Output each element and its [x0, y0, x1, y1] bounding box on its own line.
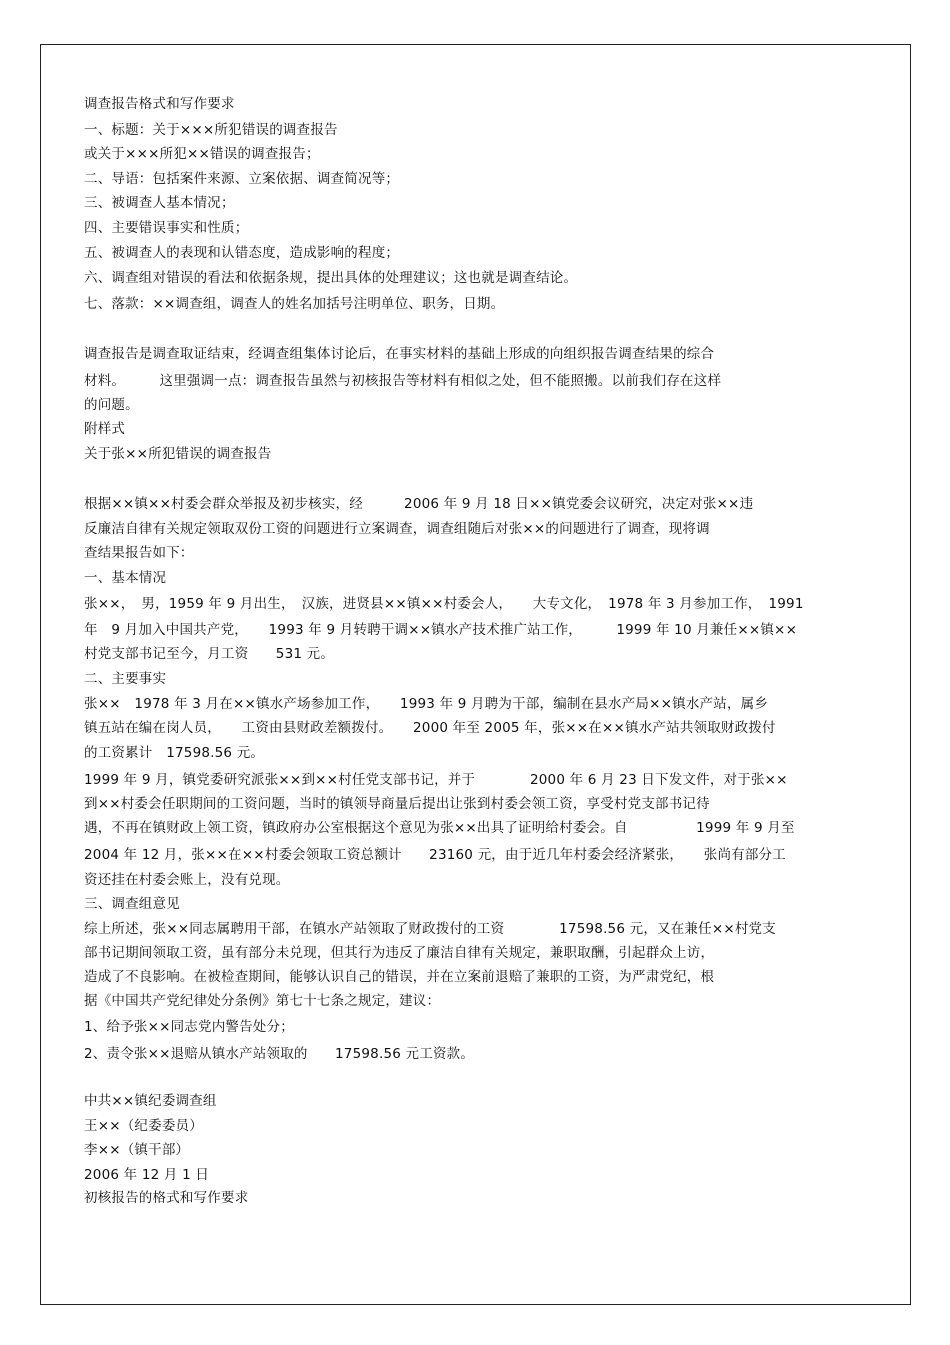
text-line: 年 9 月加入中国共产党， 1993 年 9 月转聘干调××镇水产技术推广站工作， 1999 年 10 月兼任××镇××	[84, 622, 798, 638]
text-line: 三、调查组意见	[84, 896, 180, 912]
text-line: 部书记期间领取工资，虽有部分未兑现，但其行为违反了廉洁自律有关规定，兼职取酬，引起群众上访，	[84, 945, 715, 961]
text-line: 镇五站在编在岗人员， 工资由县财政差额拨付。 2000 年至 2005 年，张××在××镇水产站共领取财政拨付	[84, 720, 776, 736]
text-line: 反廉洁自律有关规定领取双份工资的问题进行立案调查，调查组随后对张××的问题进行了调查，现将调	[84, 521, 710, 537]
text-line: 综上所述，张××同志属聘用干部，在镇水产站领取了财政拨付的工资 17598.56 元，又在兼任××村党支	[84, 921, 776, 937]
text-line: 材料。 这里强调一点：调查报告虽然与初核报告等材料有相似之处，但不能照搬。以前我们存在这样	[84, 373, 722, 389]
text-line: 二、导语：包括案件来源、立案依据、调查简况等；	[84, 171, 400, 187]
text-line: 附样式	[84, 421, 126, 437]
text-line: 1、给予张××同志党内警告处分；	[84, 1019, 294, 1035]
text-line: 根据××镇××村委会群众举报及初步核实，经 2006 年 9 月 18 日××镇党委会议研究，决定对张××违	[84, 496, 754, 512]
text-line: 调查报告是调查取证结束，经调查组集体讨论后，在事实材料的基础上形成的向组织报告调查结果的综合	[84, 346, 715, 362]
text-line: 三、被调查人基本情况；	[84, 195, 235, 211]
text-line: 资还挂在村委会账上，没有兑现。	[84, 872, 290, 888]
text-line: 中共××镇纪委调查组	[84, 1093, 217, 1109]
text-line: 到××村委会任职期间的工资问题，当时的镇领导商量后提出让张到村委会领工资，享受村党支部书记待	[84, 796, 710, 812]
text-line: 四、主要错误事实和性质；	[84, 220, 249, 236]
text-line: 2006 年 12 月 1 日	[84, 1167, 210, 1183]
text-line: 查结果报告如下：	[84, 545, 194, 561]
text-line: 张××， 男，1959 年 9 月出生， 汉族，进贤县××镇××村委会人， 大专文化， 1978 年 3 月参加工作， 1991	[84, 596, 804, 612]
text-line: 2、责令张××退赔从镇水产站领取的 17598.56 元工资款。	[84, 1046, 475, 1062]
text-line: 五、被调查人的表现和认错态度，造成影响的程度；	[84, 245, 400, 261]
text-line: 的问题。	[84, 397, 139, 413]
text-line: 一、标题：关于×××所犯错误的调查报告	[84, 122, 338, 138]
text-line: 遇，不再在镇财政上领工资，镇政府办公室根据这个意见为张××出具了证明给村委会。自 1999 年 9 月至	[84, 820, 795, 836]
text-line: 李××（镇干部）	[84, 1142, 190, 1158]
text-line: 村党支部书记至今，月工资 531 元。	[84, 646, 335, 662]
text-line: 2004 年 12 月，张××在××村委会领取工资总额计 23160 元，由于近几年村委会经济紧张， 张尚有部分工	[84, 847, 786, 863]
text-line: 据《中国共产党纪律处分条例》第七十七条之规定，建议：	[84, 993, 441, 1009]
text-line: 王××（纪委委员）	[84, 1118, 203, 1134]
text-line: 六、调查组对错误的看法和依据条规，提出具体的处理建议；这也就是调查结论。	[84, 270, 578, 286]
text-line: 初核报告的格式和写作要求	[84, 1190, 249, 1206]
text-line: 的工资累计 17598.56 元。	[84, 745, 265, 761]
text-line: 张×× 1978 年 3 月在××镇水产场参加工作， 1993 年 9 月聘为干部，编制在县水产局××镇水产站，属乡	[84, 696, 769, 712]
text-line: 一、基本情况	[84, 570, 167, 586]
text-line: 二、主要事实	[84, 671, 167, 687]
text-line: 造成了不良影响。在被检查期间，能够认识自己的错误，并在立案前退赔了兼职的工资，为严肃党纪，根	[84, 969, 715, 985]
text-line: 关于张××所犯错误的调查报告	[84, 446, 272, 462]
text-line: 调查报告格式和写作要求	[84, 96, 235, 112]
text-line: 1999 年 9 月，镇党委研究派张××到××村任党支部书记，并于 2000 年 6 月 23 日下发文件，对于张××	[84, 772, 788, 788]
text-line: 或关于×××所犯××错误的调查报告；	[84, 146, 320, 162]
text-line: 七、落款：××调查组，调查人的姓名加括号注明单位、职务，日期。	[84, 296, 505, 312]
